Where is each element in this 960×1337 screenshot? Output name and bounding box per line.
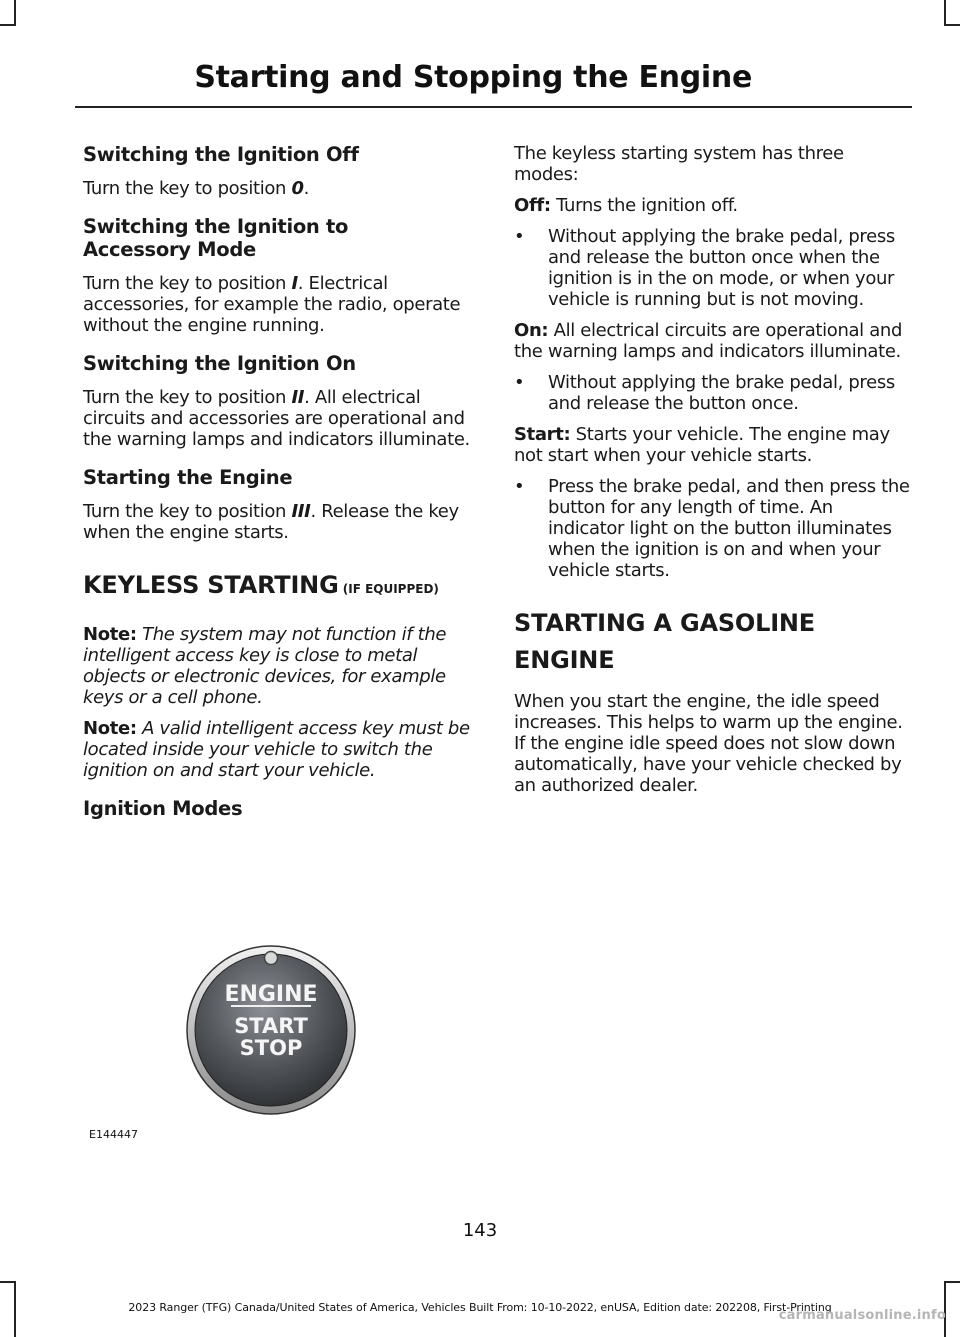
header-divider	[75, 106, 912, 108]
paragraph-starting-engine: Turn the key to position III. Release the key when the engine starts.	[83, 501, 459, 543]
heading-ignition-off: Switching the Ignition Off	[83, 143, 359, 166]
watermark: carmanualsonline.info	[778, 1308, 946, 1323]
left-column	[83, 143, 475, 820]
right-column	[514, 143, 910, 796]
paragraph-ignition-on: Turn the key to position II. All electrical circuits and accessories are operational and the warning lamps and indicators illuminate.	[83, 387, 470, 450]
heading-ignition-on: Switching the Ignition On	[83, 352, 356, 375]
footer-text: 2023 Ranger (TFG) Canada/United States of America, Vehicles Built From: 10-10-2022, enUSA, Edition date: 202208, First-Printing	[128, 1301, 832, 1314]
engine-start-stop-button-icon	[83, 930, 475, 1150]
crop-mark	[944, 24, 960, 26]
heading-ignition-modes: Ignition Modes	[83, 797, 243, 820]
crop-mark	[944, 1281, 960, 1283]
figure-code: E144447	[89, 1128, 138, 1141]
paragraph-gasoline-engine: When you start the engine, the idle speed increases. This helps to warm up the engine. If the engine idle speed does not slow down automatically, have your vehicle checked by an authorized dealer.	[514, 691, 903, 796]
button-label-engine: ENGINE	[224, 982, 318, 1007]
page-header-title: Starting and Stopping the Engine	[194, 60, 752, 95]
engine-start-stop-figure	[83, 930, 475, 1150]
paragraph-keyless-intro: The keyless starting system has three modes:	[514, 143, 844, 185]
paragraph-accessory-mode: Turn the key to position I. Electrical accessories, for example the radio, operate without the engine running.	[83, 273, 461, 336]
paragraph-mode-on: On: All electrical circuits are operational and the warning lamps and indicators illuminate.	[514, 320, 903, 362]
button-label-stop: STOP	[239, 1036, 303, 1060]
heading-accessory-mode: Switching the Ignition to Accessory Mode	[83, 215, 349, 261]
crop-mark	[0, 24, 16, 26]
button-label-start: START	[234, 1014, 308, 1038]
heading-starting-engine: Starting the Engine	[83, 466, 293, 489]
paragraph-mode-off: Off: Turns the ignition off.	[514, 195, 738, 216]
note-metal-objects: Note: The system may not function if the intelligent access key is close to metal objects or electronic devices, for example keys or a cell phone.	[83, 624, 447, 708]
crop-mark	[944, 0, 946, 26]
crop-mark	[0, 1281, 16, 1283]
heading-keyless-starting: KEYLESS STARTING (IF EQUIPPED)	[83, 571, 439, 599]
heading-starting-gasoline-engine: STARTING A GASOLINE ENGINE	[514, 609, 816, 674]
bullet-mode-start: • Press the brake pedal, and then press the button for any length of time. An indicator light on the button illuminates when the ignition is on and when your vehicle starts.	[514, 476, 910, 581]
bullet-mode-on: • Without applying the brake pedal, press and release the button once.	[514, 372, 895, 414]
page-number: 143	[462, 1220, 498, 1241]
note-valid-key: Note: A valid intelligent access key must be located inside your vehicle to switch the ignition on and start your vehicle.	[83, 718, 470, 781]
crop-mark	[14, 0, 16, 26]
paragraph-ignition-off: Turn the key to position 0.	[83, 178, 309, 199]
bullet-mode-off: • Without applying the brake pedal, press and release the button once when the ignition is in the on mode, or when your vehicle is running but is not moving.	[514, 226, 895, 310]
paragraph-mode-start: Start: Starts your vehicle. The engine may not start when your vehicle starts.	[514, 424, 890, 466]
